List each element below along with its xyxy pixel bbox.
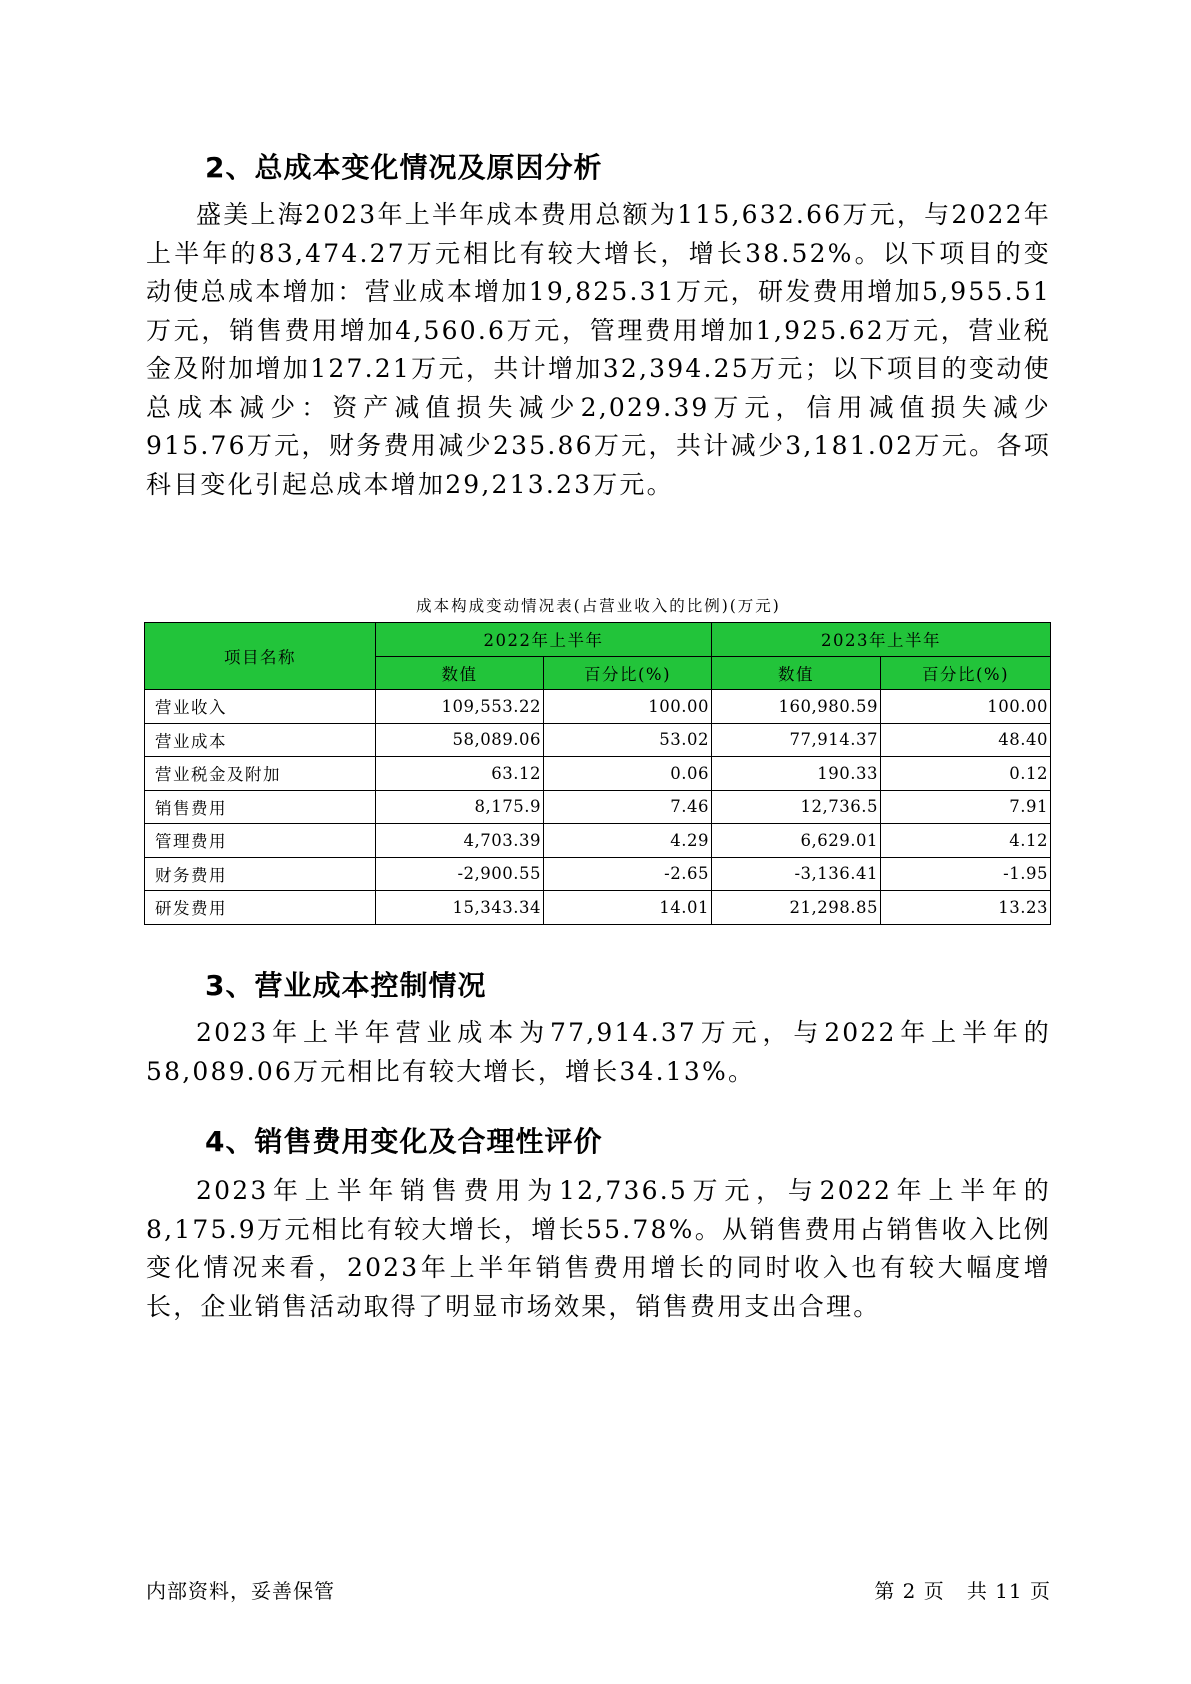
header-period-2022: 2022年上半年	[376, 623, 712, 657]
pct-2022: 14.01	[544, 891, 712, 925]
cost-structure-table	[144, 622, 1051, 925]
table-row	[145, 857, 1051, 891]
table-row	[145, 824, 1051, 858]
value-2022: 8,175.9	[376, 790, 544, 824]
row-name: 营业收入	[145, 690, 376, 724]
table-row	[145, 723, 1051, 757]
row-name: 营业成本	[145, 723, 376, 757]
value-2022: 58,089.06	[376, 723, 544, 757]
section-2-title: 2、总成本变化情况及原因分析	[205, 151, 603, 184]
pct-2022: 0.06	[544, 757, 712, 791]
section-4-paragraph: 2023年上半年销售费用为12,736.5万元，与2022年上半年的8,175.9万元相比有较大增长，增长55.78%。从销售费用占销售收入比例变化情况来看，2023年上半年销售费用增长的同时收入也有较大幅度增长，企业销售活动取得了明显市场效果，销售费用支出合理。	[146, 1176, 1051, 1321]
header-value-2022: 数值	[376, 656, 544, 690]
value-2023: 6,629.01	[712, 824, 881, 858]
row-name: 研发费用	[145, 891, 376, 925]
value-2023: 21,298.85	[712, 891, 881, 925]
pct-2023: 100.00	[881, 690, 1051, 724]
section-2-paragraph: 盛美上海2023年上半年成本费用总额为115,632.66万元，与2022年上半年的83,474.27万元相比有较大增长，增长38.52%。以下项目的变动使总成本增加：营业成本增加19,825.31万元，研发费用增加5,955.51万元，销售费用增加4,560.6万元，管理费用增加1,925.62万元，营业税金及附加增加127.21万元，共计增加32,394.25万元；以下项目的变动使总成本减少：资产减值损失减少2,029.39万元，信用减值损失减少915.76万元，财务费用减少235.86万元，共计减少3,181.02万元。各项科目变化引起总成本增加29,213.23万元。	[146, 200, 1051, 499]
pct-2022: 100.00	[544, 690, 712, 724]
table-row	[145, 891, 1051, 925]
value-2023: 12,736.5	[712, 790, 881, 824]
table-row	[145, 690, 1051, 724]
value-2022: 15,343.34	[376, 891, 544, 925]
row-name: 营业税金及附加	[145, 757, 376, 791]
table-caption: 成本构成变动情况表(占营业收入的比例)(万元)	[416, 597, 781, 615]
section-3-title: 3、营业成本控制情况	[205, 969, 487, 1002]
pct-2023: 13.23	[881, 891, 1051, 925]
pct-2022: 53.02	[544, 723, 712, 757]
header-value-2023: 数值	[712, 656, 881, 690]
table-row	[145, 757, 1051, 791]
header-pct-2022: 百分比(%)	[544, 656, 712, 690]
header-item-name: 项目名称	[145, 623, 376, 690]
value-2022: -2,900.55	[376, 857, 544, 891]
footer-confidential-note: 内部资料，妥善保管	[146, 1579, 335, 1603]
pct-2023: 7.91	[881, 790, 1051, 824]
pct-2023: 48.40	[881, 723, 1051, 757]
section-3-paragraph: 2023年上半年营业成本为77,914.37万元，与2022年上半年的58,089.06万元相比有较大增长，增长34.13%。	[146, 1018, 1051, 1086]
row-name: 销售费用	[145, 790, 376, 824]
value-2022: 109,553.22	[376, 690, 544, 724]
value-2022: 63.12	[376, 757, 544, 791]
pct-2023: -1.95	[881, 857, 1051, 891]
value-2022: 4,703.39	[376, 824, 544, 858]
row-name: 管理费用	[145, 824, 376, 858]
section-4-title: 4、销售费用变化及合理性评价	[205, 1125, 603, 1158]
table-row	[145, 790, 1051, 824]
value-2023: 160,980.59	[712, 690, 881, 724]
header-period-2023: 2023年上半年	[712, 623, 1051, 657]
pct-2022: 7.46	[544, 790, 712, 824]
pct-2022: 4.29	[544, 824, 712, 858]
footer-page-number: 第 2 页 共 11 页	[874, 1579, 1051, 1603]
row-name: 财务费用	[145, 857, 376, 891]
value-2023: -3,136.41	[712, 857, 881, 891]
pct-2023: 4.12	[881, 824, 1051, 858]
header-pct-2023: 百分比(%)	[881, 656, 1051, 690]
pct-2022: -2.65	[544, 857, 712, 891]
value-2023: 190.33	[712, 757, 881, 791]
value-2023: 77,914.37	[712, 723, 881, 757]
pct-2023: 0.12	[881, 757, 1051, 791]
